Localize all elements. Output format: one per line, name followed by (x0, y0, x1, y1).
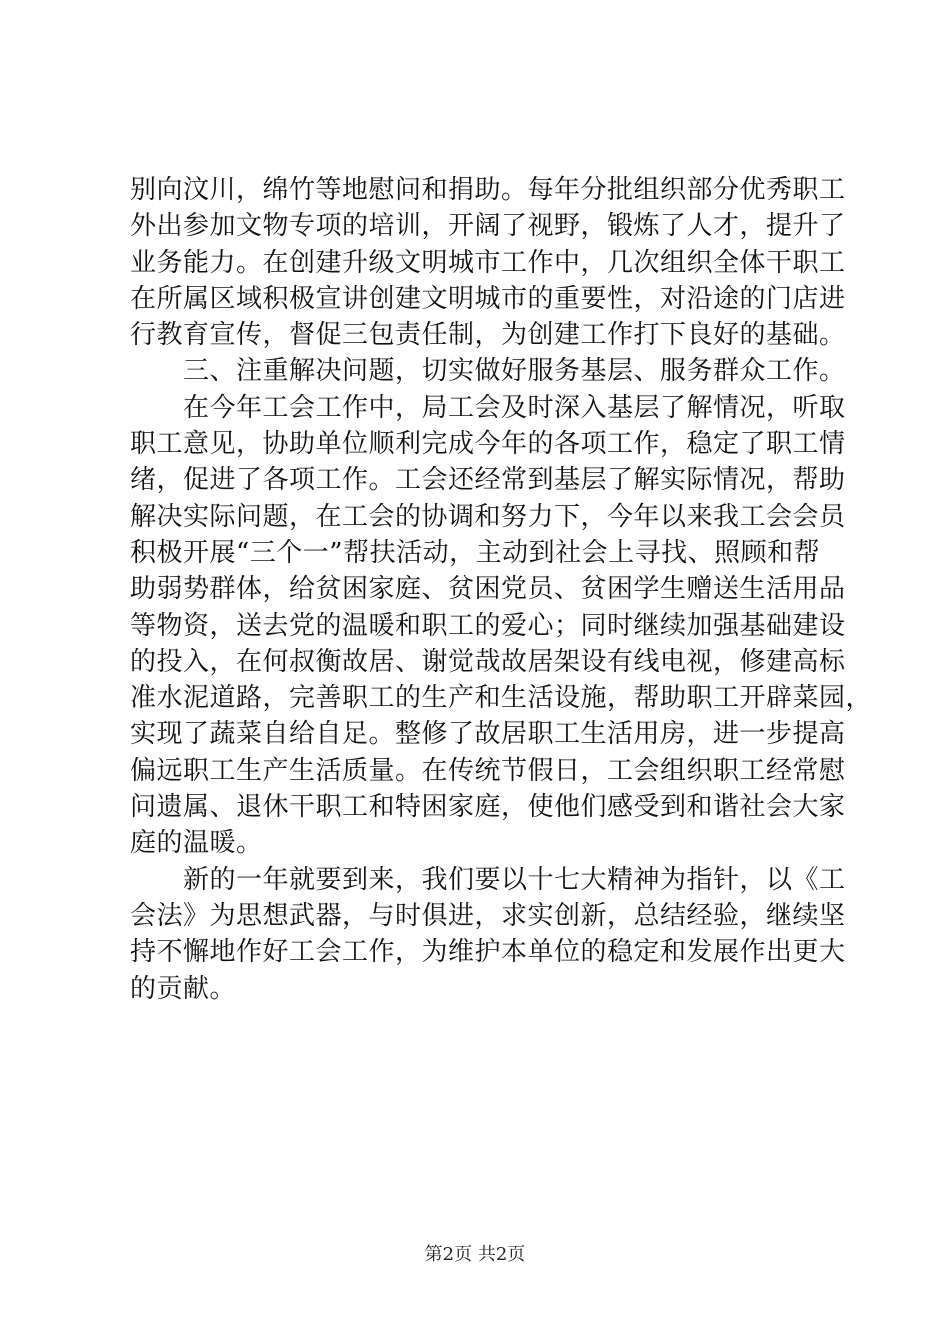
text-line: 问遗属、退休干职工和特困家庭，使他们感受到和谐社会大家 (130, 792, 846, 823)
text-line: 等物资，送去党的温暖和职工的爱心；同时继续加强基础建设 (130, 610, 846, 641)
text-line: 业务能力。在创建升级文明城市工作中，几次组织全体干职工 (130, 247, 846, 278)
text-line: 实现了蔬菜自给自足。整修了故居职工生活用房，进一步提高 (130, 719, 846, 750)
text-line: 行教育宣传，督促三包责任制，为创建工作打下良好的基础。 (130, 320, 846, 351)
text-line: 职工意见，协助单位顺利完成今年的各项工作，稳定了职工情 (130, 429, 846, 460)
section-heading: 三、注重解决问题，切实做好服务基层、服务群众工作。 (183, 356, 846, 387)
text-line: 持不懈地作好工会工作，为维护本单位的稳定和发展作出更大 (130, 937, 846, 968)
text-line: 外出参加文物专项的培训，开阔了视野，锻炼了人才，提升了 (130, 211, 846, 242)
text-line: 解决实际问题，在工会的协调和努力下，今年以来我工会会员 (130, 501, 846, 532)
text-line: 的投入，在何叔衡故居、谢觉哉故居架设有线电视，修建高标 (130, 646, 846, 677)
text-line: 别向汶川，绵竹等地慰问和捐助。每年分批组织部分优秀职工 (130, 175, 846, 205)
text-line: 会法》为思想武器，与时俱进，求实创新，总结经验，继续坚 (130, 900, 846, 931)
document-body (130, 172, 873, 1007)
page-number-footer: 第2页 共2页 (424, 1244, 526, 1265)
text-line: 绪，促进了各项工作。工会还经常到基层了解实际情况，帮助 (130, 465, 846, 496)
text-line: 积极开展“三个一”帮扶活动，主动到社会上寻找、照顾和帮 (130, 537, 821, 568)
text-line: 准水泥道路，完善职工的生产和生活设施，帮助职工开辟菜园， (130, 683, 873, 714)
text-line: 庭的温暖。 (130, 828, 263, 859)
text-line: 偏远职工生产生活质量。在传统节假日，工会组织职工经常慰 (130, 755, 846, 786)
text-line: 新的一年就要到来，我们要以十七大精神为指针，以《工 (183, 864, 846, 895)
text-line: 的贡献。 (130, 973, 237, 1004)
text-line: 在今年工会工作中，局工会及时深入基层了解情况，听取 (183, 392, 846, 423)
text-line: 在所属区域积极宣讲创建文明城市的重要性，对沿途的门店进 (130, 283, 846, 314)
text-line: 助弱势群体，给贫困家庭、贫困党员、贫困学生赠送生活用品 (130, 574, 846, 605)
